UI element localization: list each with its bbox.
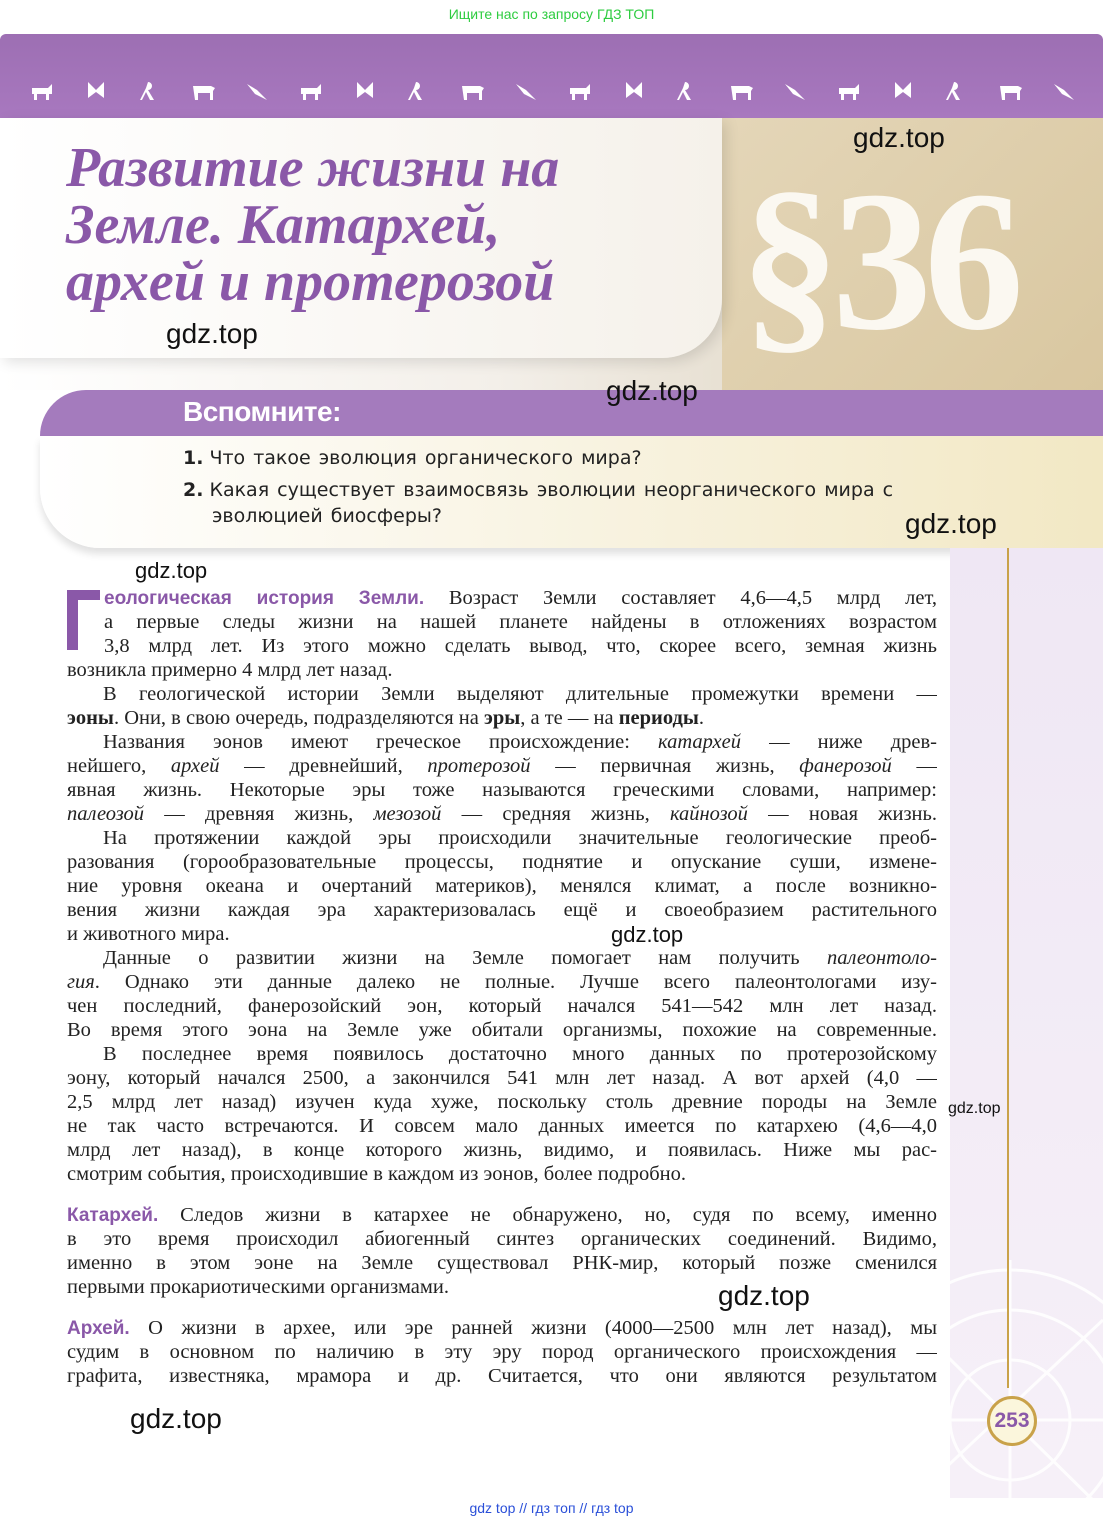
text-line bbox=[67, 658, 937, 682]
text-line bbox=[67, 586, 937, 610]
text: не так часто встречаются. И совсем мало данных имеется по катархею (4,6—4,0 bbox=[67, 1115, 937, 1137]
text: смотрим события, происходившие в каждом из эонов, более подробно. bbox=[67, 1163, 686, 1185]
text-line bbox=[67, 1227, 937, 1251]
animal-silhouette-icon bbox=[243, 80, 271, 102]
watermark: gdz.top bbox=[905, 508, 997, 539]
text: судим в основном по наличию в эту эру пород органического происхождения — bbox=[67, 1341, 937, 1363]
top-note: Ищите нас по запросу ГДЗ ТОП bbox=[448, 6, 655, 22]
text: 2,5 млрд лет назад) изучен куда хуже, поскольку столь древние породы на Земле bbox=[67, 1091, 937, 1113]
animal-silhouette-icon bbox=[297, 80, 325, 102]
text-line bbox=[67, 754, 937, 778]
text: графита, известняка, мрамора и др. Считается, что они являются результатом bbox=[67, 1365, 937, 1387]
text: — новая жизнь. bbox=[747, 803, 937, 825]
term-italic: фанерозой bbox=[799, 755, 892, 777]
watermark: gdz.top bbox=[948, 1100, 1001, 1117]
text: млрд лет назад), в конце которого жизнь, видимо, и появилась. Ниже мы рас- bbox=[67, 1139, 937, 1161]
animal-silhouette-icon bbox=[512, 80, 540, 102]
term-italic: мезозой bbox=[373, 803, 442, 825]
animal-silhouette-icon bbox=[727, 80, 755, 102]
section-lead: Архей. bbox=[67, 1318, 130, 1339]
text: . Они, в свою очередь, подразделяются на bbox=[113, 707, 484, 729]
question-text: Что такое эволюция органического мира? bbox=[209, 447, 642, 469]
term-italic: протерозой bbox=[427, 755, 531, 777]
text-line bbox=[67, 1114, 937, 1138]
text-line bbox=[67, 610, 937, 634]
animal-silhouette-icon bbox=[1050, 80, 1078, 102]
term-italic: гия bbox=[67, 971, 95, 993]
question-text: Какая существует взаимосвязь эволюции неорганического мира с bbox=[209, 479, 894, 501]
animal-silhouette-icon bbox=[136, 80, 164, 102]
animal-silhouette-icon bbox=[28, 80, 56, 102]
watermark: gdz.top bbox=[130, 1403, 222, 1434]
title-line: Земле. Катархей, bbox=[66, 194, 501, 256]
text-line bbox=[67, 706, 937, 730]
text-line bbox=[67, 1340, 937, 1364]
watermark: gdz.top bbox=[611, 922, 684, 947]
footer-links[interactable]: gdz top // гдз топ // гдз top bbox=[469, 1500, 634, 1516]
text-line bbox=[67, 1138, 937, 1162]
text: а первые следы жизни на нашей планете найдены в отложениях возрастом bbox=[104, 611, 937, 633]
text: 3,8 млрд лет. Из этого можно сделать вывод, что, скорее всего, земная жизнь bbox=[104, 635, 937, 657]
text: ние уровня океана и очертаний материков), менялся климат, а после возникно- bbox=[67, 875, 937, 897]
animal-silhouette-icon bbox=[781, 80, 809, 102]
watermark: gdz.top bbox=[606, 375, 698, 406]
text: вения жизни каждая эра характеризовалась ещё и своеобразием растительного bbox=[67, 899, 937, 921]
animal-silhouette-icon bbox=[404, 80, 432, 102]
animal-silhouette-icon bbox=[889, 80, 917, 102]
page-number: 253 bbox=[987, 1396, 1037, 1446]
term-bold: периоды bbox=[618, 707, 699, 729]
text: Во время этого эона на Земле уже обитали организмы, похожие на современные. bbox=[67, 1019, 937, 1041]
animal-silhouette-icon bbox=[673, 80, 701, 102]
text-line bbox=[67, 1018, 937, 1042]
watermark: gdz.top bbox=[166, 318, 258, 349]
text: эону, который начался 2500, а закончился 541 млн лет назад. А вот архей (4,0 — bbox=[67, 1067, 937, 1089]
term-italic: палеонтоло- bbox=[826, 947, 937, 969]
text: первыми прокариотическими организмами. bbox=[67, 1276, 449, 1298]
text-line bbox=[67, 778, 937, 802]
question-2 bbox=[183, 479, 893, 501]
text: — древнейший, bbox=[219, 755, 428, 777]
term-italic: архей bbox=[170, 755, 220, 777]
term-bold: эоны bbox=[67, 707, 114, 729]
text: разования (горообразовательные процессы, поднятие и опускание суши, измене- bbox=[67, 851, 937, 873]
text-line bbox=[67, 898, 937, 922]
text: — средняя жизнь, bbox=[441, 803, 670, 825]
title-line: Развитие жизни на bbox=[66, 137, 560, 199]
term-italic: катархей bbox=[658, 731, 741, 753]
text: На протяжении каждой эры происходили значительные геологические преоб- bbox=[103, 827, 937, 849]
header-band bbox=[0, 34, 1103, 118]
text: — bbox=[891, 755, 937, 777]
text-line bbox=[67, 1316, 937, 1340]
watermark: gdz.top bbox=[135, 558, 208, 583]
text-line bbox=[67, 1042, 937, 1066]
watermark: gdz.top bbox=[853, 122, 945, 153]
animal-silhouette-icon bbox=[566, 80, 594, 102]
text: В геологической истории Земли выделяют длительные промежутки времени — bbox=[103, 683, 937, 705]
question-1 bbox=[183, 447, 642, 469]
animal-silhouette-icon bbox=[351, 80, 379, 102]
text: — ниже древ- bbox=[740, 731, 937, 753]
text-line bbox=[67, 682, 937, 706]
text: и животного мира. bbox=[67, 923, 230, 945]
text: Названия эонов имеют греческое происхождение: bbox=[103, 731, 659, 753]
text: В последнее время появилось достаточно много данных по протерозойскому bbox=[103, 1043, 937, 1065]
text: — древняя жизнь, bbox=[144, 803, 374, 825]
animal-silhouette-icon bbox=[996, 80, 1024, 102]
text: . bbox=[698, 707, 705, 729]
question-number: 1. bbox=[183, 447, 204, 469]
margin-line bbox=[1007, 548, 1009, 1388]
body-block-1 bbox=[67, 586, 937, 1186]
animal-silhouette-icon bbox=[82, 80, 110, 102]
text: — первичная жизнь, bbox=[530, 755, 800, 777]
text-line bbox=[67, 730, 937, 754]
section-lead: Катархей. bbox=[67, 1205, 159, 1226]
text: Возраст Земли составляет 4,6—4,5 млрд лет, bbox=[424, 587, 937, 609]
text-line bbox=[67, 994, 937, 1018]
text-line bbox=[67, 874, 937, 898]
title-line: архей и протерозой bbox=[66, 251, 555, 313]
text: Данные о развитии жизни на Земле помогает нам получить bbox=[103, 947, 827, 969]
text-line bbox=[67, 922, 937, 946]
text: , а те — на bbox=[520, 707, 619, 729]
animal-silhouette-icon bbox=[835, 80, 863, 102]
text-line bbox=[67, 826, 937, 850]
animal-silhouette-icon bbox=[189, 80, 217, 102]
text-line bbox=[67, 946, 937, 970]
text-line bbox=[67, 850, 937, 874]
text: чен последний, фанерозойский эон, который начался 541—542 млн лет назад. bbox=[67, 995, 937, 1017]
question-number: 2. bbox=[183, 479, 204, 501]
term-bold: эры bbox=[483, 707, 521, 729]
text: явная жизнь. Некоторые эры тоже называются греческими словами, например: bbox=[67, 779, 937, 801]
animal-silhouette-icon bbox=[458, 80, 486, 102]
text-line bbox=[67, 1203, 937, 1227]
text-line bbox=[67, 1364, 937, 1388]
body-block-archean bbox=[67, 1316, 937, 1388]
text-line bbox=[67, 802, 937, 826]
question-2-cont: эволюцией биосферы? bbox=[212, 505, 442, 527]
section-lead: еологическая история Земли. bbox=[104, 588, 425, 609]
animal-silhouette-icon bbox=[942, 80, 970, 102]
text: возникла примерно 4 млрд лет назад. bbox=[67, 659, 393, 681]
text-line bbox=[67, 970, 937, 994]
text: нейшего, bbox=[67, 755, 171, 777]
text-line bbox=[67, 1066, 937, 1090]
text-line bbox=[67, 634, 937, 658]
page-title bbox=[66, 137, 560, 313]
text: Следов жизни в катархее не обнаружено, но, судя по всему, именно bbox=[158, 1204, 937, 1226]
text: именно в этом эоне на Земле существовал РНК-мир, который позже сменился bbox=[67, 1252, 937, 1274]
text: О жизни в архее, или эре ранней жизни (4000—2500 млн лет назад), мы bbox=[129, 1317, 937, 1339]
text-line bbox=[67, 1251, 937, 1275]
text-line bbox=[67, 1162, 937, 1186]
section-number: §36 bbox=[740, 151, 1016, 372]
text: . Однако эти данные далеко не полные. Лучше всего палеонтологами изу- bbox=[94, 971, 937, 993]
animal-strip bbox=[28, 80, 1078, 102]
text-line bbox=[67, 1090, 937, 1114]
term-italic: кайнозой bbox=[669, 803, 748, 825]
remember-label: Вспомните: bbox=[183, 396, 341, 427]
animal-silhouette-icon bbox=[620, 80, 648, 102]
term-italic: палеозой bbox=[67, 803, 144, 825]
text: в это время происходил абиогенный синтез органических соединений. Видимо, bbox=[67, 1228, 937, 1250]
watermark: gdz.top bbox=[718, 1280, 810, 1311]
